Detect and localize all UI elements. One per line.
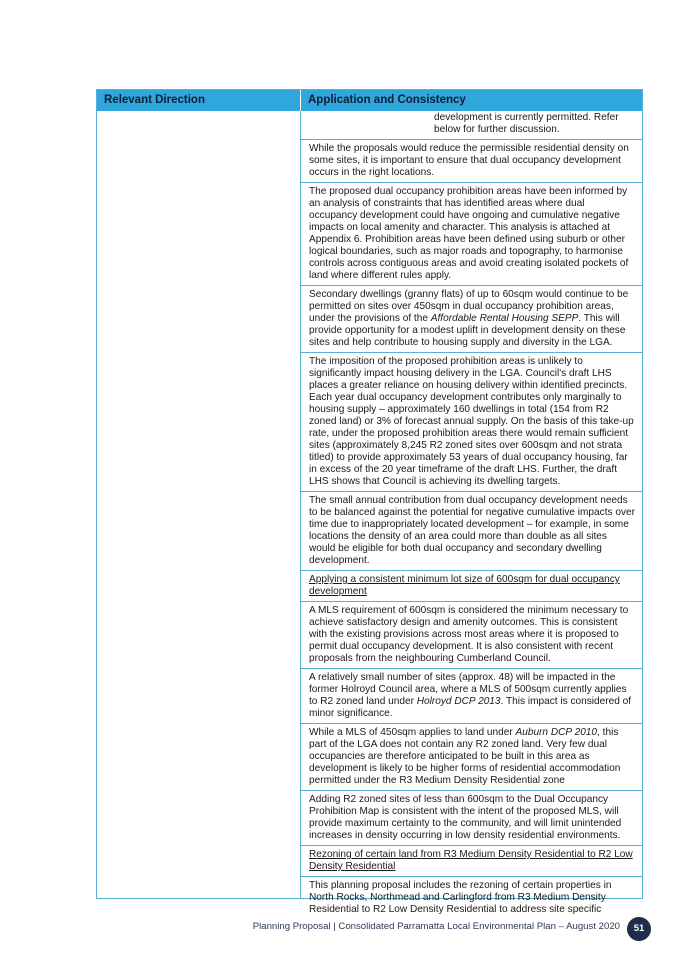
text-part: While a MLS of 450sqm applies to land under [309, 727, 516, 738]
header-relevant-direction: Relevant Direction [97, 90, 301, 111]
directions-table [96, 89, 643, 915]
application-consistency-cell [301, 111, 642, 915]
sepp-reference: Affordable Rental Housing SEPP [430, 313, 579, 324]
auburn-dcp-reference: Auburn DCP 2010 [515, 727, 598, 738]
relevant-direction-cell [97, 111, 301, 898]
paragraph-prohibition-areas: The proposed dual occupancy prohibition areas have been informed by an analysis of constraints that has identified areas where dual occupancy development could have ongoing and cumulative negative impacts on local amenity and character. This analysis is attached at Appendix 6. Prohibition areas have been defined using suburb or other logical boundaries, such as major roads and topography, to harmonise controls across contiguous areas and avoid creating isolated pockets of land where different rules apply. [301, 183, 642, 286]
paragraph-auburn-mls [301, 724, 642, 791]
text-part: A relatively small number of sites (approx. 48) will be impacted in the former Holroyd Council area, where a MLS of 500sqm currently applies to R2 zoned land under [309, 672, 627, 707]
paragraph-prohibition-map: Adding R2 zoned sites of less than 600sqm to the Dual Occupancy Prohibition Map is consistent with the intent of the proposed MLS, will provide maximum certainty to the community, and will limit unintended increases in density occurring in low density residential environments. [301, 791, 642, 846]
paragraph-rezoning: This planning proposal includes the rezoning of certain properties in North Rocks, Northmead and Carlingford from R3 Medium Density Residential to R2 Low Density Residential to address site specific [309, 880, 612, 915]
section-heading-rezoning: Rezoning of certain land from R3 Medium Density Residential to R2 Low Density Residential [301, 846, 642, 877]
paragraph-holroyd-impact [301, 669, 642, 724]
text-part: . This impact is considered of minor significance. [309, 696, 632, 719]
paragraph-cumulative-impacts: The small annual contribution from dual occupancy development needs to be balanced against the potential for negative cumulative impacts over time due to inappropriately located development – for example, in some locations the density of an area could more than double as all sites would be eligible for both dual occupancy and secondary dwelling development. [301, 492, 642, 571]
paragraph-continuation: development is currently permitted. Refer below for further discussion. [301, 111, 642, 140]
holroyd-dcp-reference: Holroyd DCP 2013 [416, 696, 501, 707]
text-part: . This will provide opportunity for a modest uplift in development density on these sites and help contribute to housing supply and diversity in the LGA. [309, 313, 626, 348]
footer-title: Planning Proposal | Consolidated Parramatta Local Environmental Plan – August 2020 [252, 921, 620, 932]
paragraph-density-reduction: While the proposals would reduce the permissible residential density on some sites, it is important to ensure that dual occupancy development occurs in the right locations. [301, 140, 642, 183]
paragraph-secondary-dwellings [301, 286, 642, 353]
table-header-row [97, 90, 642, 111]
text-part: , this part of the LGA does not contain any R2 zoned land. Very few dual occupancies are therefore anticipated to be built in this area as development is likely to be higher forms of residential accommodation permitted under the R3 Medium Density Residential zone [309, 727, 621, 786]
text-part: Secondary dwellings (granny flats) of up to 60sqm would continue to be permitted on sites over 450sqm in dual occupancy prohibition areas, under the provisions of the [309, 289, 629, 324]
paragraph-housing-delivery: The imposition of the proposed prohibition areas is unlikely to significantly impact housing delivery in the LGA. Council's draft LHS places a greater reliance on housing delivery within identified precincts. Each year dual occupancy development contributes only marginally to housing supply – approximately 160 dwellings in total (154 from R2 zoned land) or 3% of forecast annual supply. On the basis of this take-up rate, under the proposed prohibition areas there would remain sufficient sites (approximately 8,245 R2 zoned sites over 600sqm and not strata titled) to provide approximately 53 years of dual occupancy housing, far in excess of the 20 year timeframe of the draft LHS. Further, the draft LHS shows that Council is achieving its dwelling targets. [301, 353, 642, 492]
page-number-badge: 51 [627, 917, 651, 941]
section-heading-minimum-lot-size: Applying a consistent minimum lot size of 600sqm for dual occupancy development [301, 571, 642, 602]
table-body-row [97, 111, 642, 915]
paragraph-mls-requirement: A MLS requirement of 600sqm is considered the minimum necessary to achieve satisfactory design and amenity outcomes. This is consistent with the existing provisions across most areas where it is proposed to permit dual occupancy development. It is also consistent with recent proposals from the neighbouring Cumberland Council. [301, 602, 642, 669]
header-application-consistency: Application and Consistency [308, 94, 466, 106]
page-footer [0, 916, 682, 940]
